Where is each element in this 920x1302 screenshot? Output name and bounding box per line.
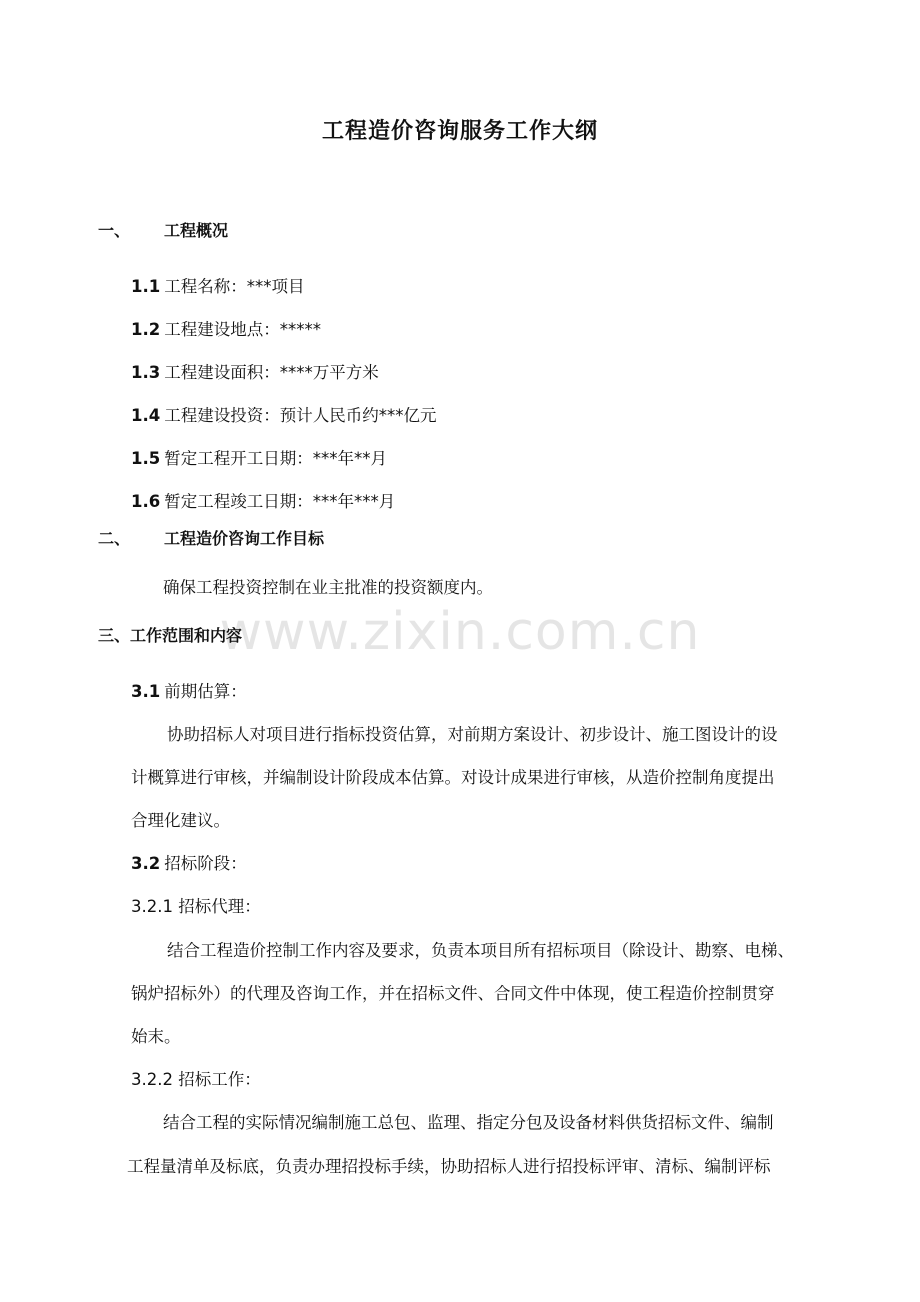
- item-number: 3.2: [131, 854, 161, 873]
- list-item: [131, 316, 321, 340]
- section-1-heading: [98, 218, 228, 241]
- list-item: [131, 273, 304, 297]
- paragraph-line: 锅炉招标外）的代理及咨询工作，并在招标文件、合同文件中体现，使工程造价控制贯穿: [131, 984, 775, 1003]
- list-item: [131, 402, 436, 426]
- watermark: www.zixin.com.cn: [219, 602, 701, 662]
- item-text: 工程建设面积：****万平方米: [164, 363, 379, 382]
- section-2-number: 二、: [98, 529, 131, 548]
- paragraph-line: 结合工程的实际情况编制施工总包、监理、指定分包及设备材料供货招标文件、编制: [163, 1113, 774, 1132]
- item-number: 1.1: [131, 277, 161, 296]
- paragraph-line: 合理化建议。: [131, 811, 230, 830]
- item-number: 1.5: [131, 449, 161, 468]
- item-text: 工程建设投资：预计人民币约***亿元: [164, 406, 437, 425]
- item-text: 工程名称：***项目: [164, 277, 305, 296]
- item-text: 暂定工程竣工日期：***年***月: [164, 492, 396, 511]
- paragraph-line: 计概算进行审核，并编制设计阶段成本估算。对设计成果进行审核，从造价控制角度提出: [131, 768, 775, 787]
- section-2-heading: [98, 526, 324, 549]
- item-number: 1.2: [131, 320, 161, 339]
- section-2-body: 确保工程投资控制在业主批准的投资额度内。: [163, 578, 493, 597]
- section-1-title: 工程概况: [164, 221, 229, 240]
- list-item: [131, 445, 387, 469]
- list-item: [131, 488, 395, 512]
- item-number: 1.4: [131, 406, 161, 425]
- subsection-3-2-heading: [131, 850, 247, 874]
- item-number: 1.3: [131, 363, 161, 382]
- subsection-3-2-2-heading: 3.2.2 招标工作：: [131, 1070, 261, 1089]
- section-3-heading: 三、工作范围和内容: [98, 626, 243, 645]
- list-item: [131, 359, 379, 383]
- item-number: 1.6: [131, 492, 161, 511]
- paragraph-line: 协助招标人对项目进行指标投资估算，对前期方案设计、初步设计、施工图设计的设: [167, 725, 778, 744]
- paragraph-line: 工程量清单及标底，负责办理招投标手续，协助招标人进行招投标评审、清标、编制评标: [127, 1157, 771, 1176]
- subsection-3-2-1-heading: 3.2.1 招标代理：: [131, 897, 261, 916]
- paragraph-line: 始末。: [131, 1027, 181, 1046]
- item-text: 暂定工程开工日期：***年**月: [164, 449, 387, 468]
- item-number: 3.1: [131, 682, 161, 701]
- paragraph-line: 结合工程造价控制工作内容及要求，负责本项目所有招标项目（除设计、勘察、电梯、: [167, 941, 794, 960]
- item-text: 前期估算：: [164, 682, 247, 701]
- document-title: 工程造价咨询服务工作大纲: [321, 119, 598, 144]
- subsection-3-1-heading: [131, 678, 247, 702]
- section-2-title: 工程造价咨询工作目标: [164, 529, 325, 548]
- item-text: 工程建设地点：*****: [164, 320, 321, 339]
- item-text: 招标阶段：: [164, 854, 247, 873]
- section-1-number: 一、: [98, 221, 131, 240]
